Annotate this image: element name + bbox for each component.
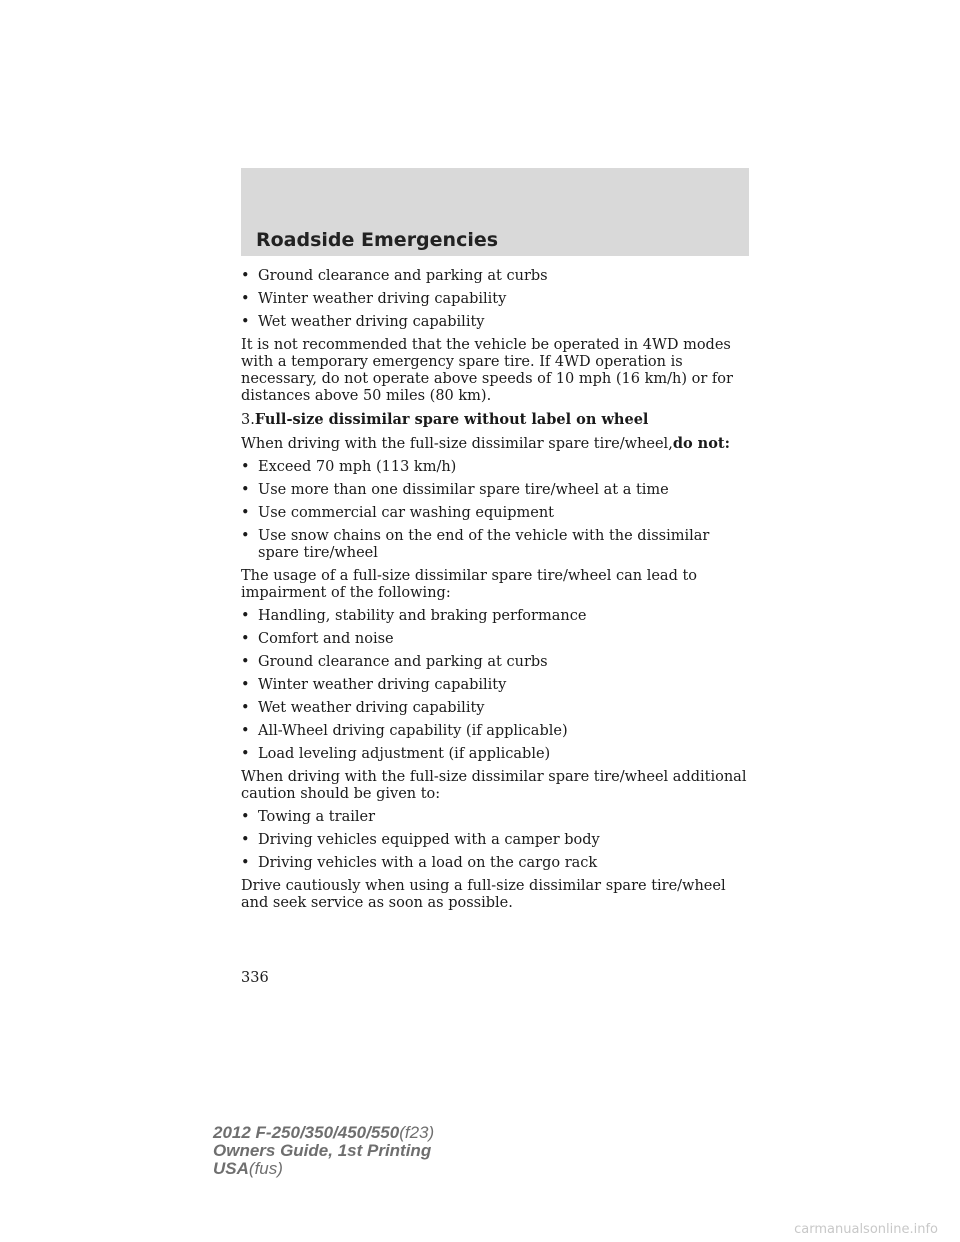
page-content	[241, 268, 751, 918]
bullet-icon: •	[241, 608, 250, 624]
bullet-icon: •	[241, 631, 250, 647]
list-item: • All-Wheel driving capability (if applicable)	[241, 723, 568, 739]
list-item: • Wet weather driving capability	[241, 700, 485, 716]
list-item: • Driving vehicles equipped with a camper body	[241, 832, 600, 848]
list-item: • Wet weather driving capability	[241, 314, 485, 330]
paragraph-usage: The usage of a full-size dissimilar spare tire/wheel can lead to impairment of the following:	[241, 568, 698, 601]
paragraph-final: Drive cautiously when using a full-size dissimilar spare tire/wheel and seek service as soon as possible.	[241, 878, 726, 911]
list-item: • Handling, stability and braking performance	[241, 608, 587, 624]
list-item: • Towing a trailer	[241, 809, 375, 825]
bullet-icon: •	[241, 505, 250, 521]
bullet-icon: •	[241, 268, 250, 284]
bullet-icon: •	[241, 677, 250, 693]
bullet-icon: •	[241, 314, 250, 330]
footer-guide-line: Owners Guide, 1st Printing	[213, 1141, 432, 1160]
footer-model-line: 2012 F-250/350/450/550(f23)	[213, 1123, 435, 1142]
paragraph-4wd: It is not recommended that the vehicle be operated in 4WD modes with a temporary emergency spare tire. If 4WD operation is necessary, do not operate above speeds of 10 mph (16 km/h) or for distances above 50 miles (80 km).	[241, 337, 733, 404]
list-item: • Use more than one dissimilar spare tire/wheel at a time	[241, 482, 669, 498]
bullet-icon: •	[241, 855, 250, 871]
bullet-icon: •	[241, 482, 250, 498]
list-item: • Comfort and noise	[241, 631, 394, 647]
bullet-icon: •	[241, 832, 250, 848]
section-3-heading: 3.Full-size dissimilar spare without label on wheel	[241, 411, 649, 428]
bullet-icon: •	[241, 654, 250, 670]
list-item: • Load leveling adjustment (if applicable)	[241, 746, 551, 762]
section-title: Roadside Emergencies	[256, 229, 499, 251]
watermark: carmanualsonline.info	[794, 1222, 938, 1237]
paragraph-driving: When driving with the full-size dissimilar spare tire/wheel,do not:	[241, 435, 730, 452]
section-header-band	[241, 168, 749, 256]
bullet-icon: •	[241, 746, 250, 762]
bullet-icon: •	[241, 809, 250, 825]
document-footer	[213, 1124, 434, 1178]
list-item: • Winter weather driving capability	[241, 677, 507, 693]
bullet-icon: •	[241, 291, 250, 307]
page-number: 336	[241, 970, 269, 986]
footer-region-line: USA(fus)	[213, 1159, 283, 1178]
list-item: • Use snow chains on the end of the vehicle with the dissimilar spare tire/wheel	[241, 528, 710, 561]
list-item: • Ground clearance and parking at curbs	[241, 268, 548, 284]
bullet-icon: •	[241, 528, 250, 544]
list-item: • Driving vehicles with a load on the cargo rack	[241, 855, 598, 871]
bullet-icon: •	[241, 459, 250, 475]
list-item: • Winter weather driving capability	[241, 291, 507, 307]
bullet-icon: •	[241, 723, 250, 739]
list-item: • Exceed 70 mph (113 km/h)	[241, 459, 457, 475]
bullet-icon: •	[241, 700, 250, 716]
paragraph-caution: When driving with the full-size dissimilar spare tire/wheel additional caution should be given to:	[241, 769, 747, 802]
list-item: • Ground clearance and parking at curbs	[241, 654, 548, 670]
list-item: • Use commercial car washing equipment	[241, 505, 554, 521]
